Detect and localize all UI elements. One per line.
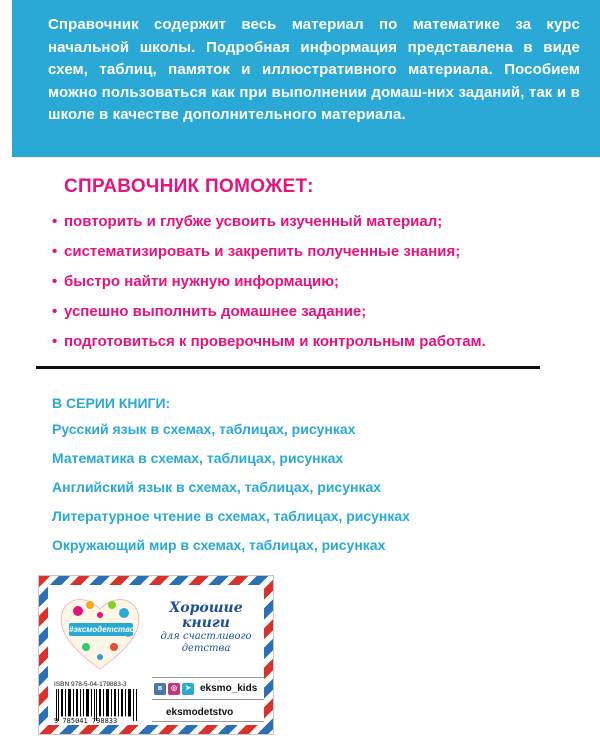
heart-logo [56,591,144,673]
series-item: Русский язык в схемах, таблицах, рисунках [52,421,356,437]
isbn-label: ISBN 978-5-04-179883-3 [54,681,127,688]
series-item: Английский язык в схемах, таблицах, рисунках [52,479,382,495]
series-heading: В СЕРИИ КНИГИ: [52,395,171,411]
bullet-icon: • [52,243,58,260]
airmail-card [38,575,274,735]
list-item: • повторить и глубже усвоить изученный материал; [52,213,443,230]
bullet-icon: • [52,303,58,320]
helps-heading: СПРАВОЧНИК ПОМОЖЕТ: [64,176,314,197]
list-item: • быстро найти нужную информацию; [52,273,340,290]
intro-band [12,0,600,157]
site-handle: eksmodetstvo [166,707,234,718]
bullet-icon: • [52,333,58,350]
list-item: • успешно выполнить домашнее задание; [52,303,367,320]
list-item: • систематизировать и закрепить полученные знания; [52,243,461,260]
section-divider [36,366,540,369]
card-body [48,585,264,725]
vk-icon: в [154,683,166,695]
social-handle: eksmo_kids [200,683,258,694]
series-item: Математика в схемах, таблицах, рисунках [52,450,344,466]
card-rule [152,721,264,722]
intro-paragraph: Справочник содержит весь материал по математике за курс начальной школы. Подробная информация представлена в виде схем, таблиц, памяток и иллюстративного материала. Пособием можно пользоваться как при выполнении домаш-них заданий, так и в школе в качестве дополнительного материала. [48,16,580,123]
series-item: Литературное чтение в схемах, таблицах, рисунках [52,508,410,524]
barcode-number: 9 785041 798833 [54,717,118,725]
list-item: • подготовиться к проверочным и контрольным работам. [52,333,486,350]
card-rule [152,699,264,700]
series-item: Окружающий мир в схемах, таблицах, рисунках [52,537,386,553]
series-list [52,420,410,565]
instagram-icon: ◎ [168,683,180,695]
telegram-icon: ➤ [182,683,194,695]
bullet-icon: • [52,213,58,230]
heart-hashtag: #эксмодетство [69,625,135,634]
social-icons [154,683,194,695]
helps-list [52,212,486,362]
bullet-icon: • [52,273,58,290]
slogan: Хорошие книги для счастливого детства [160,600,252,654]
card-rule [152,677,264,678]
